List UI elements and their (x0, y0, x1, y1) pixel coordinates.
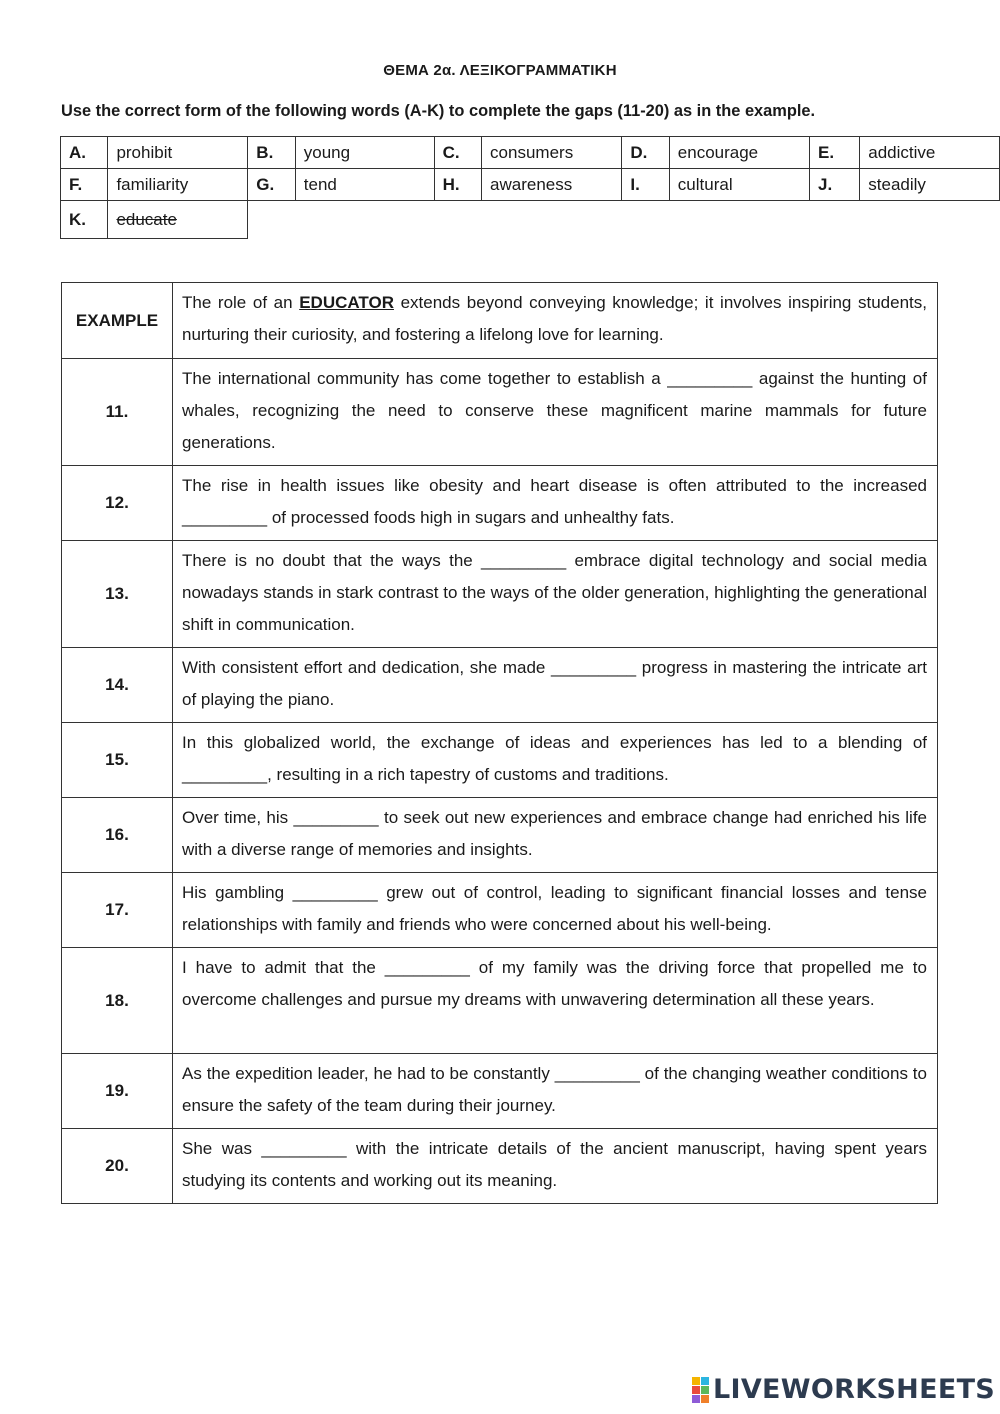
instructions: Use the correct form of the following words (A-K) to complete the gaps (11-20) as in the example. (61, 102, 816, 120)
word-letter: G. (248, 169, 295, 201)
item-sentence: The rise in health issues like obesity and heart disease is often attributed to the increased _________ of processed foods high in sugars and unhealthy fats. (173, 466, 938, 541)
exercise-row (62, 648, 938, 723)
item-sentence: His gambling _________ grew out of control, leading to significant financial losses and tense relationships with family and friends who were concerned about his well-being. (173, 873, 938, 948)
exercise-row (62, 1129, 938, 1204)
exercise-row (62, 873, 938, 948)
exercise-row (62, 1054, 938, 1129)
word-bank-item: awareness (482, 169, 622, 201)
word-letter: E. (810, 137, 860, 169)
word-bank (60, 136, 1000, 239)
word-letter: H. (434, 169, 481, 201)
item-number: 15. (62, 723, 173, 798)
item-sentence: In this globalized world, the exchange of ideas and experiences has led to a blending of _________, resulting in a rich tapestry of customs and traditions. (173, 723, 938, 798)
word-bank-item: young (295, 137, 434, 169)
item-number: 11. (62, 359, 173, 466)
logo-text: LIVEWORKSHEETS (713, 1374, 996, 1405)
word-letter: I. (622, 169, 669, 201)
word-bank-item: prohibit (108, 137, 248, 169)
exercise-row (62, 541, 938, 648)
item-sentence: There is no doubt that the ways the _________ embrace digital technology and social media nowadays stands in stark contrast to the ways of the older generation, highlighting the generational shift in communication. (173, 541, 938, 648)
item-sentence: She was _________ with the intricate details of the ancient manuscript, having spent years studying its contents and working out its meaning. (173, 1129, 938, 1204)
word-bank-item: cultural (669, 169, 809, 201)
item-number: 19. (62, 1054, 173, 1129)
item-number: 17. (62, 873, 173, 948)
example-sentence (173, 283, 938, 359)
word-letter: C. (434, 137, 481, 169)
exercise-row (62, 359, 938, 466)
empty-cell (248, 201, 1000, 239)
item-sentence: With consistent effort and dedication, she made _________ progress in mastering the intricate art of playing the piano. (173, 648, 938, 723)
page-title: ΘΕΜΑ 2α. ΛΕΞΙΚΟΓΡΑΜΜΑΤΙΚΗ (383, 62, 617, 79)
word-bank-item: addictive (860, 137, 1000, 169)
liveworksheets-logo-icon (692, 1377, 710, 1403)
struck-word: educate (116, 209, 177, 229)
word-bank-row (61, 137, 1000, 169)
item-sentence: Over time, his _________ to seek out new experiences and embrace change had enriched his life with a diverse range of memories and insights. (173, 798, 938, 873)
example-keyword: EDUCATOR (299, 293, 394, 312)
item-number: 16. (62, 798, 173, 873)
item-number: 20. (62, 1129, 173, 1204)
word-letter: J. (810, 169, 860, 201)
exercise-row (62, 948, 938, 1054)
item-sentence: The international community has come together to establish a _________ against the hunting of whales, recognizing the need to conserve these magnificent marine mammals for future generations. (173, 359, 938, 466)
exercise-table (61, 282, 938, 1204)
exercise-row (62, 798, 938, 873)
item-sentence: I have to admit that the _________ of my family was the driving force that propelled me to overcome challenges and pursue my dreams with unwavering determination all these years. (173, 948, 938, 1054)
word-letter: F. (61, 169, 108, 201)
example-label: EXAMPLE (62, 283, 173, 359)
word-bank-row (61, 201, 1000, 239)
example-row (62, 283, 938, 359)
liveworksheets-logo (692, 1375, 995, 1405)
word-bank-row (61, 169, 1000, 201)
word-letter: B. (248, 137, 295, 169)
item-number: 13. (62, 541, 173, 648)
word-letter: D. (622, 137, 669, 169)
word-letter: K. (61, 201, 108, 239)
word-bank-item: tend (295, 169, 434, 201)
example-text-after: extends beyond conveying knowledge; it involves inspiring students, nurturing their curiosity, and fostering a lifelong love for learning. (182, 293, 927, 344)
word-bank-item: encourage (669, 137, 809, 169)
item-number: 14. (62, 648, 173, 723)
item-number: 12. (62, 466, 173, 541)
word-bank-item: steadily (860, 169, 1000, 201)
item-number: 18. (62, 948, 173, 1054)
example-text-before: The role of an (182, 293, 300, 312)
item-sentence: As the expedition leader, he had to be constantly _________ of the changing weather conditions to ensure the safety of the team during their journey. (173, 1054, 938, 1129)
word-bank-item (108, 201, 248, 239)
word-bank-item: consumers (482, 137, 622, 169)
word-bank-item: familiarity (108, 169, 248, 201)
word-letter: A. (61, 137, 108, 169)
exercise-row (62, 723, 938, 798)
exercise-row (62, 466, 938, 541)
